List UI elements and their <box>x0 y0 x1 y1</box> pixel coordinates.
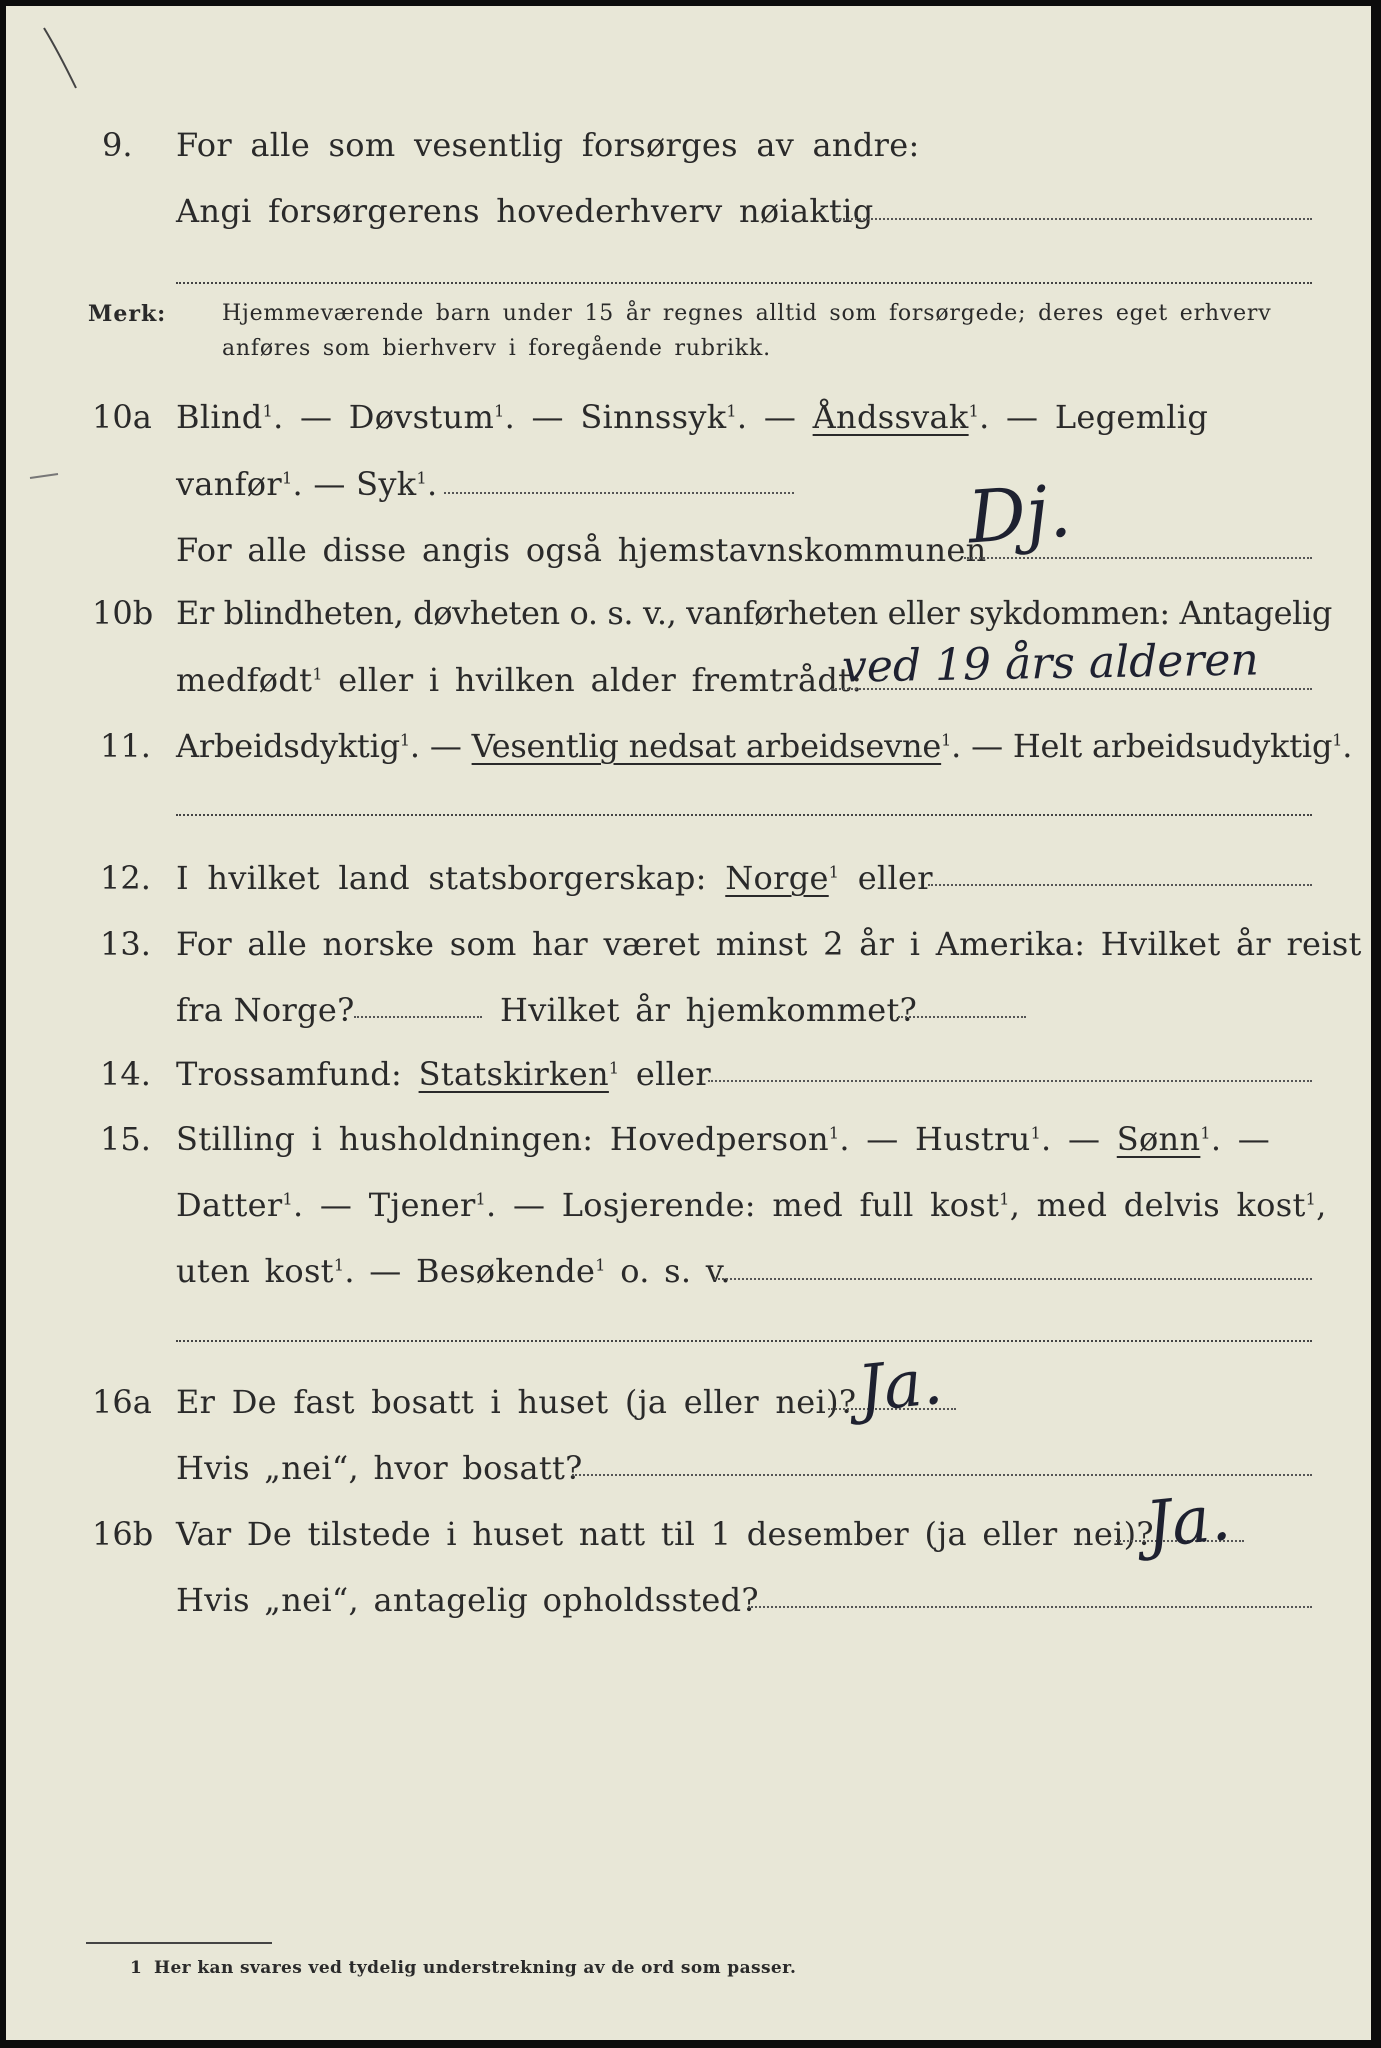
q11-arbeidsdyktig: Arbeidsdyktig <box>176 727 400 765</box>
census-form-page <box>6 6 1371 2040</box>
q11-number: 11. <box>100 727 151 765</box>
q16b-line1: Var De tilstede i huset natt til 1 desember (ja eller nei)? <box>176 1515 1154 1553</box>
q16a-bosatt-line <box>572 1474 1312 1476</box>
q15-line2-end: , <box>1316 1186 1327 1224</box>
q10b-line1: Er blindheten, døvheten o. s. v., vanførheten eller sykdommen: Antagelig <box>176 594 1332 632</box>
q10a-fn-dovstum: 1 <box>494 401 505 421</box>
q13-hjemkommet-line <box>898 1016 1026 1018</box>
q12-norge-underlined: Norge <box>725 859 829 897</box>
q16b-handwritten-answer: Ja. <box>1142 1480 1234 1564</box>
q10a-line1 <box>176 397 1208 437</box>
q15-fn4: 1 <box>282 1189 293 1209</box>
q10a-syk-line <box>444 492 794 494</box>
q10a-sinnssyk: Sinnssyk <box>580 398 727 436</box>
q14-eller: eller <box>619 1055 711 1093</box>
q15-osv: o. s. v. <box>605 1252 731 1290</box>
q15-number: 15. <box>100 1120 151 1158</box>
q15-tjener: . — Tjener <box>292 1186 476 1224</box>
q14-line <box>176 1054 711 1094</box>
q9-separator <box>176 282 1312 284</box>
q15-line3 <box>176 1251 731 1291</box>
q15-fn7: 1 <box>1305 1189 1317 1209</box>
q15-fn8: 1 <box>333 1255 345 1275</box>
footnote-mark: 1 <box>130 1958 143 1978</box>
q16a-number: 16a <box>92 1383 152 1421</box>
q11-fn3: 1 <box>1332 730 1343 750</box>
q15-line1 <box>176 1119 1270 1159</box>
q11-sep2: . — Helt arbeidsudyktig <box>951 727 1333 765</box>
q10a-fn-sinnssyk: 1 <box>726 401 737 421</box>
q15-separator <box>176 1340 1312 1342</box>
q13-line2a: fra Norge? <box>176 991 355 1029</box>
q10b-line2 <box>176 660 862 700</box>
q12-number: 12. <box>100 859 151 897</box>
q14-fn: 1 <box>608 1058 620 1078</box>
q10a-fn-andssvak: 1 <box>968 401 980 421</box>
q10a-andssvak-underlined: Åndssvak <box>812 398 969 436</box>
q10a-dovstum: Døvstum <box>348 398 495 436</box>
q12-line <box>176 858 933 898</box>
q15-datter: Datter <box>176 1186 283 1224</box>
corner-scratch <box>36 26 96 96</box>
q13-number: 13. <box>100 925 151 963</box>
q12-eller: eller <box>839 859 933 897</box>
q16a-line1: Er De fast bosatt i huset (ja eller nei)? <box>176 1383 857 1421</box>
q12-text: I hvilket land statsborgerskap: <box>176 859 726 897</box>
q15-besokende: . — Besøkende <box>344 1252 596 1290</box>
merk-label: Merk: <box>88 301 167 327</box>
q11-fn2: 1 <box>941 730 952 750</box>
q10a-vanfor: vanfør <box>176 465 282 503</box>
q15-hovedperson: Stilling i husholdningen: Hovedperson <box>176 1120 829 1158</box>
q12-answer-line <box>928 884 1312 886</box>
q15-hustru: . — Hustru <box>839 1120 1031 1158</box>
q16b-number: 16b <box>92 1515 154 1553</box>
q10a-sep1: . — <box>273 398 349 436</box>
q13-line2b: Hvilket år hjemkommet? <box>500 991 918 1029</box>
q10a-sep4: . — Legemlig <box>979 398 1209 436</box>
q15-fn2: 1 <box>1030 1123 1042 1143</box>
q10b-handwritten-answer: ved 19 års alderen <box>841 634 1260 693</box>
q15-answer-line <box>714 1278 1312 1280</box>
q10b-line2-rest: eller i hvilken alder fremtrådt: <box>322 661 863 699</box>
q10a-fn-syk: 1 <box>416 468 427 488</box>
q10a-fn-vanfor: 1 <box>281 468 293 488</box>
q10a-handwritten-answer: Dj. <box>965 468 1074 560</box>
q15-sep: . — <box>1041 1120 1117 1158</box>
q13-reist-line <box>354 1016 482 1018</box>
q14-text: Trossamfund: <box>176 1055 419 1093</box>
q10a-fn-blind: 1 <box>262 401 274 421</box>
q10b-number: 10b <box>92 594 154 632</box>
q14-answer-line <box>708 1080 1312 1082</box>
q10a-blind: Blind <box>176 398 263 436</box>
q10a-line2 <box>176 464 437 504</box>
q10a-kommune-line <box>964 557 1312 559</box>
q15-uten-kost: uten kost <box>176 1252 334 1290</box>
q11-sep3: . <box>1342 727 1353 765</box>
q9-line2: Angi forsørgerens hovederhverv nøiaktig <box>176 192 874 230</box>
q15-fn3: 1 <box>1200 1123 1211 1143</box>
q11-separator <box>176 814 1312 816</box>
q11-fn1: 1 <box>399 730 410 750</box>
q12-fn: 1 <box>828 862 840 882</box>
q15-line1-end: . — <box>1210 1120 1271 1158</box>
margin-scratch <box>28 468 68 488</box>
q10a-sep2: . — <box>504 398 581 436</box>
q10a-sep6: . <box>426 465 438 503</box>
q9-line1: For alle som vesentlig forsørges av andre: <box>176 126 920 164</box>
q10b-medfodt: medfødt <box>176 661 313 699</box>
q10a-number: 10a <box>92 398 152 436</box>
q16a-line2: Hvis „nei“, hvor bosatt? <box>176 1449 583 1487</box>
q15-fn9: 1 <box>595 1255 606 1275</box>
merk-line1: Hjemmeværende barn under 15 år regnes alltid som forsørgede; deres eget erhverv <box>222 301 1272 326</box>
q13-line1: For alle norske som har været minst 2 år i Amerika: Hvilket år reist <box>176 925 1362 963</box>
footnote-text: Her kan svares ved tydelig understrekning av de ord som passer. <box>154 1958 797 1978</box>
q9-answer-line <box>836 218 1312 220</box>
q14-number: 14. <box>100 1055 151 1093</box>
q9-number: 9. <box>102 126 133 164</box>
q10a-sep5: . — Syk <box>292 465 417 503</box>
q15-fn1: 1 <box>828 1123 840 1143</box>
q15-fn6: 1 <box>999 1189 1010 1209</box>
q15-fn5: 1 <box>475 1189 487 1209</box>
q15-sonn-underlined: Sønn <box>1116 1120 1201 1158</box>
q15-line2 <box>176 1185 1327 1225</box>
q15-delvis-kost: , med delvis kost <box>1009 1186 1306 1224</box>
q16b-opholdssted-line <box>748 1606 1312 1608</box>
q16b-line2: Hvis „nei“, antagelig opholdssted? <box>176 1581 759 1619</box>
q10a-sep3: . — <box>736 398 813 436</box>
q11-sep1: . — <box>409 727 472 765</box>
q11-nedsat-underlined: Vesentlig nedsat arbeidsevne <box>471 727 942 765</box>
footnote-rule <box>86 1942 272 1944</box>
q10a-line3: For alle disse angis også hjemstavnskommunen <box>176 531 987 569</box>
q15-full-kost: . — Losjerende: med full kost <box>486 1186 1000 1224</box>
merk-line2: anføres som bierhverv i foregående rubrikk. <box>222 336 771 361</box>
q11-line <box>176 726 1352 766</box>
q16a-handwritten-answer: Ja. <box>854 1344 946 1428</box>
q10b-fn: 1 <box>312 664 323 684</box>
q14-statskirken-underlined: Statskirken <box>418 1055 609 1093</box>
